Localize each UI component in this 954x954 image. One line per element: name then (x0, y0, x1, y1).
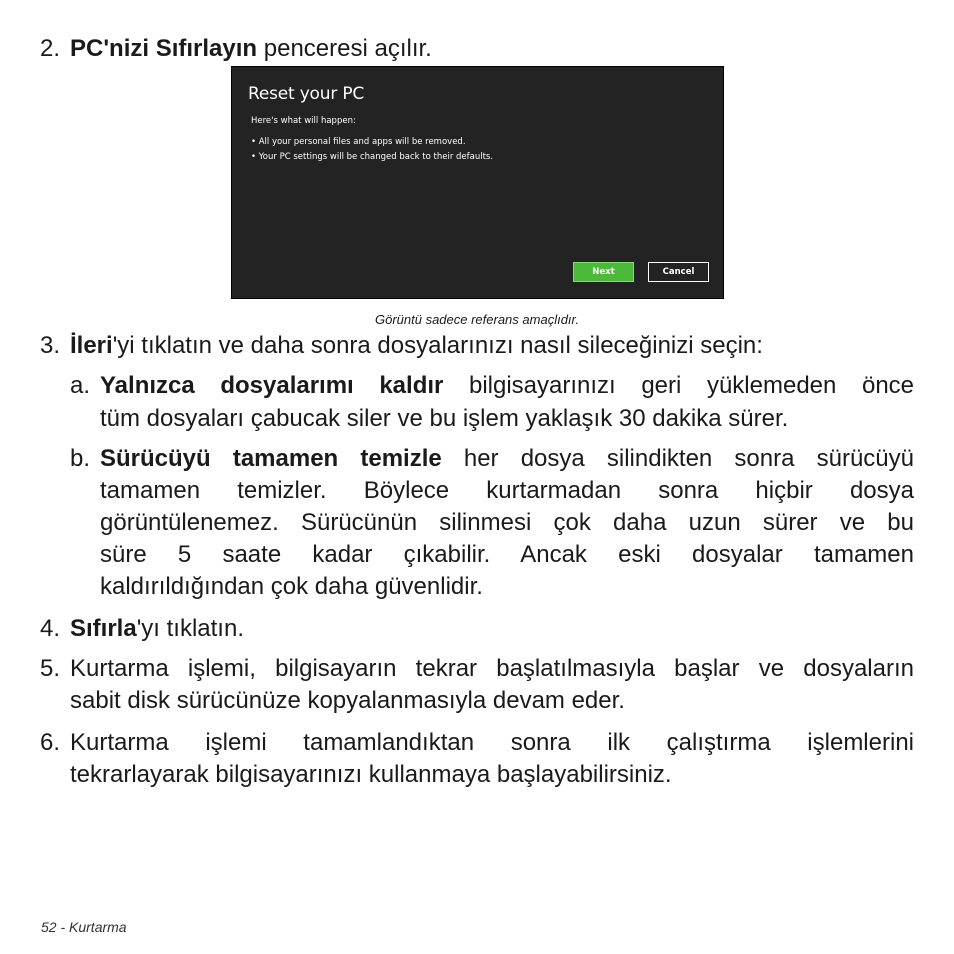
step-5-number: 5. (40, 655, 61, 682)
step-2-text (70, 35, 432, 63)
step-4-number: 4. (40, 615, 61, 642)
step-3-bold: İleri (70, 332, 113, 359)
step-3a-bold: Yalnızca dosyalarımı kaldır (100, 372, 444, 399)
step-4-text (70, 615, 244, 643)
step-2-bold: PC'nizi Sıfırlayın (70, 35, 258, 62)
next-button[interactable]: Next (573, 262, 634, 282)
step-4-rest: 'yı tıklatın. (136, 615, 244, 642)
cancel-button[interactable]: Cancel (648, 262, 709, 282)
step-3b-line-4: süre 5 saate kadar çıkabilir. Ancak eski dosyalar tamamen (100, 541, 914, 568)
step-5-line-1: Kurtarma işlemi, bilgisayarın tekrar başlatılmasıyla başlar ve dosyaların (70, 655, 914, 682)
step-3a-line-1 (100, 372, 914, 400)
dialog-bullet-1: • All your personal files and apps will be removed. (251, 137, 466, 147)
page-footer: 52 - Kurtarma (41, 919, 127, 935)
step-4-bold: Sıfırla (70, 615, 137, 642)
step-3-text (70, 332, 763, 360)
step-3a-letter: a. (70, 372, 91, 399)
step-6-line-1: Kurtarma işlemi tamamlandıktan sonra ilk çalıştırma işlemlerini (70, 729, 914, 756)
step-3b-letter: b. (70, 445, 91, 472)
step-3b-line-1-rest: her dosya silindikten sonra sürücüyü (441, 445, 914, 472)
step-2-number: 2. (40, 35, 61, 62)
step-3b-line-5: kaldırıldığından çok daha güvenlidir. (100, 573, 483, 600)
image-caption: Görüntü sadece referans amaçlıdır. (374, 312, 579, 327)
step-3b-bold: Sürücüyü tamamen temizle (100, 445, 442, 472)
step-3b-line-3: görüntülenemez. Sürücünün silinmesi çok daha uzun sürer ve bu (100, 509, 914, 536)
step-6-line-2: tekrarlayarak bilgisayarınızı kullanmaya başlayabilirsiniz. (70, 761, 672, 788)
step-2-rest: penceresi açılır. (257, 35, 432, 62)
step-3-rest: 'yi tıklatın ve daha sonra dosyalarınızı nasıl sileceğinizi seçin: (112, 332, 763, 359)
step-5-line-2: sabit disk sürücünüze kopyalanmasıyla devam eder. (70, 687, 625, 714)
dialog-title: Reset your PC (248, 84, 365, 104)
step-3a-line-1-rest: bilgisayarınızı geri yüklemeden önce (443, 372, 915, 399)
dialog-intro: Here's what will happen: (251, 116, 356, 126)
step-3b-line-1 (100, 445, 914, 473)
step-3b-line-2: tamamen temizler. Böylece kurtarmadan sonra hiçbir dosya (100, 477, 914, 504)
step-3a-line-2: tüm dosyaları çabucak siler ve bu işlem yaklaşık 30 dakika sürer. (100, 405, 789, 432)
step-6-number: 6. (40, 729, 61, 756)
step-3-number: 3. (40, 332, 61, 359)
dialog-bullet-2: • Your PC settings will be changed back to their defaults. (251, 152, 494, 162)
reset-pc-dialog (231, 66, 724, 299)
